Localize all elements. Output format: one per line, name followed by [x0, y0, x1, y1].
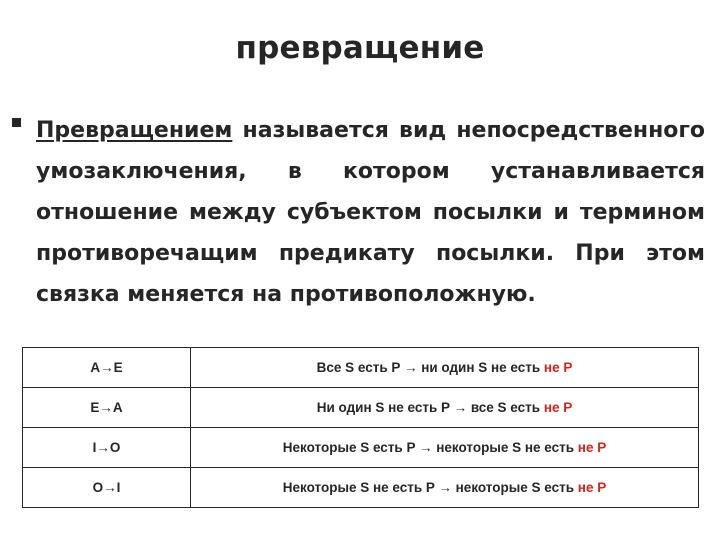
rule-code-cell: O→I: [23, 468, 191, 508]
rule-negation: не Р: [577, 440, 607, 455]
table-row: [23, 388, 699, 428]
rule-code-cell: E→A: [23, 388, 191, 428]
rule-negation: не Р: [543, 360, 573, 375]
table-row: [23, 348, 699, 388]
rule-statement: Ни один S не есть P → все S есть: [316, 400, 541, 415]
rule-statement: Все S есть P → ни один S не есть: [316, 360, 541, 375]
definition-text: называется вид непосредственного умозаключения, в котором устанавливается отношение между субъектом посылки и термином противоречащим предикату посылки. При этом связка меняется на противоположную.: [36, 118, 705, 307]
conversion-rules-table: [22, 347, 699, 508]
rule-statement-cell: [191, 468, 699, 508]
square-bullet-icon: [12, 118, 21, 127]
rule-statement: Некоторые S не есть P → некоторые S есть: [282, 480, 575, 495]
rule-code-cell: I→O: [23, 428, 191, 468]
rule-negation: не Р: [543, 400, 573, 415]
definition-paragraph: [36, 110, 705, 315]
rule-statement-cell: [191, 388, 699, 428]
slide-title: превращение: [235, 30, 485, 66]
table-row: [23, 468, 699, 508]
definition-term: Превращением: [36, 118, 233, 143]
table-row: [23, 428, 699, 468]
rule-statement-cell: [191, 348, 699, 388]
rule-code-cell: A→E: [23, 348, 191, 388]
rule-statement-cell: [191, 428, 699, 468]
rule-negation: не Р: [577, 480, 607, 495]
rule-statement: Некоторые S есть P → некоторые S не есть: [282, 440, 575, 455]
